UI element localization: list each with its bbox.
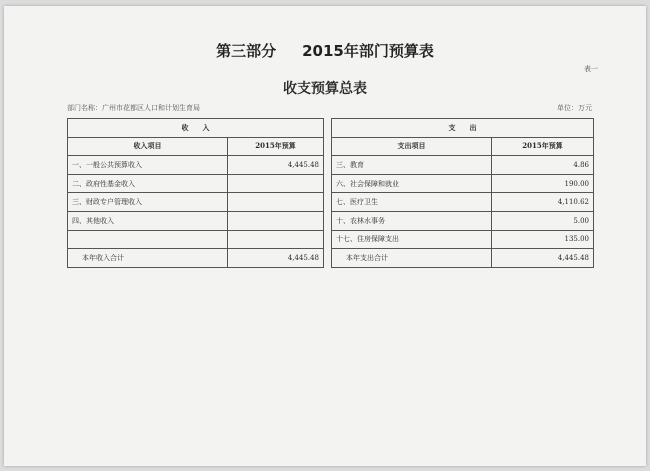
- expense-total-amount: 4,445.48: [492, 249, 594, 268]
- income-section-header: 收 入: [68, 119, 324, 138]
- income-item: 三、财政专户管理收入: [68, 193, 228, 212]
- expense-item: 七、医疗卫生: [332, 193, 492, 212]
- total-row: [68, 249, 594, 268]
- expense-amount-header: 2015年预算: [492, 137, 594, 156]
- column-gutter: [324, 119, 332, 138]
- title-part: 第三部分: [216, 42, 277, 60]
- income-amount-header: 2015年预算: [228, 137, 324, 156]
- column-gutter: [324, 249, 332, 268]
- expense-item: 十、农林水事务: [332, 211, 492, 230]
- income-item: 一、一般公共预算收入: [68, 156, 228, 175]
- column-gutter: [324, 174, 332, 193]
- document-page: [4, 6, 646, 466]
- income-amount: [228, 230, 324, 249]
- expense-item-header: 支出项目: [332, 137, 492, 156]
- column-gutter: [324, 156, 332, 175]
- income-total-amount: 4,445.48: [228, 249, 324, 268]
- column-gutter: [324, 211, 332, 230]
- department-name: 部门名称：广州市花都区人口和计划生育局: [67, 104, 200, 112]
- expense-section-header: 支 出: [332, 119, 594, 138]
- expense-item: 六、社会保障和就业: [332, 174, 492, 193]
- income-amount: [228, 174, 324, 193]
- income-item: 二、政府性基金收入: [68, 174, 228, 193]
- table-row: [68, 174, 594, 193]
- column-gutter: [324, 230, 332, 249]
- income-total-label: 本年收入合计: [68, 249, 228, 268]
- title-budget: 2015年部门预算表: [302, 42, 434, 60]
- income-amount: [228, 193, 324, 212]
- budget-table: [67, 118, 594, 268]
- expense-amount: 5.00: [492, 211, 594, 230]
- expense-amount: 190.00: [492, 174, 594, 193]
- table-row: [68, 193, 594, 212]
- expense-item: 三、教育: [332, 156, 492, 175]
- income-amount: [228, 211, 324, 230]
- expense-total-label: 本年支出合计: [332, 249, 492, 268]
- income-item: 四、其他收入: [68, 211, 228, 230]
- table-number: 表一: [584, 65, 598, 73]
- expense-amount: 135.00: [492, 230, 594, 249]
- income-item-header: 收入项目: [68, 137, 228, 156]
- sub-title: 收支预算总表: [283, 81, 367, 97]
- column-gutter: [324, 193, 332, 212]
- income-amount: 4,445.48: [228, 156, 324, 175]
- unit-label: 单位：万元: [557, 104, 592, 112]
- expense-item: 十七、住房保障支出: [332, 230, 492, 249]
- expense-amount: 4.86: [492, 156, 594, 175]
- expense-amount: 4,110.62: [492, 193, 594, 212]
- income-item: [68, 230, 228, 249]
- section-header-row: [68, 119, 594, 138]
- table-row: [68, 230, 594, 249]
- column-gutter: [324, 137, 332, 156]
- column-header-row: [68, 137, 594, 156]
- table-row: [68, 211, 594, 230]
- main-title: [4, 40, 646, 61]
- table-row: [68, 156, 594, 175]
